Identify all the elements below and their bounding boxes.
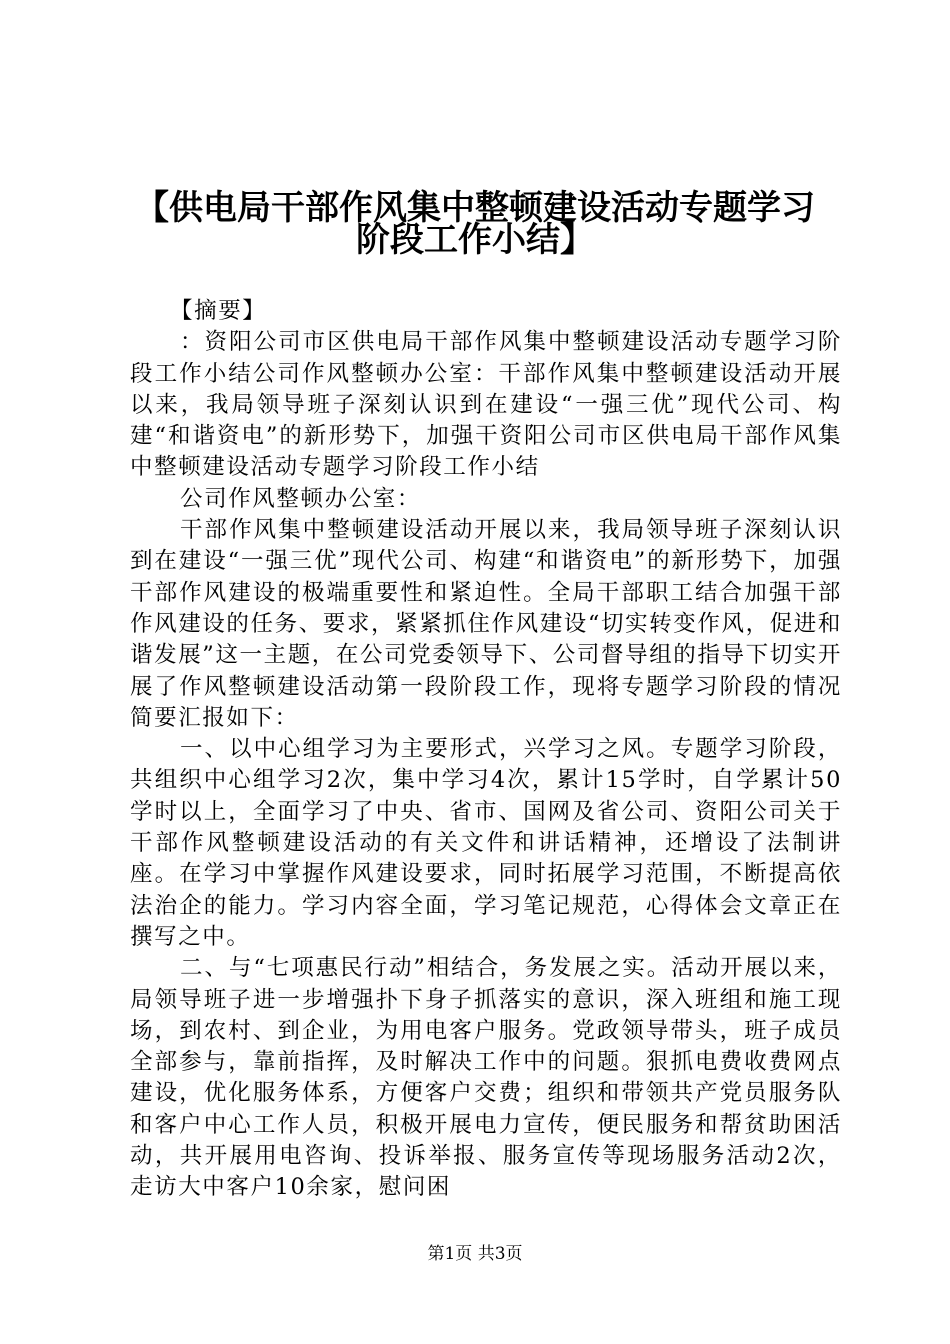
salutation-paragraph: 公司作风整顿办公室： <box>180 485 422 512</box>
document-body <box>130 296 842 1204</box>
summary-label: 【摘要】 <box>170 298 267 324</box>
intro-paragraph: 干部作风集中整顿建设活动开展以来，我局领导班子深刻认识到在建设“一强三优”现代公司、构建“和谐资电”的新形势下，加强干部作风建设的极端重要性和紧迫性。全局干部职工结合加强干部作风建设的任务、要求，紧紧抓住作风建设“切实转变作风，促进和谐发展”这一主题，在公司党委领导下、公司督导组的指导下切实开展了作风整顿建设活动第一段阶段工作，现将专题学习阶段的情况简要汇报如下： <box>130 517 843 731</box>
page-footer: 第1页 共3页 <box>427 1244 523 1264</box>
summary-paragraph: ：资阳公司市区供电局干部作风集中整顿建设活动专题学习阶段工作小结公司作风整顿办公室：干部作风集中整顿建设活动开展以来，我局领导班子深刻认识到在建设“一强三优”现代公司、构建“和谐资电”的新形势下，加强干资阳公司市区供电局干部作风集中整顿建设活动专题学习阶段工作小结 <box>130 329 842 481</box>
section-2-paragraph: 二、与“七项惠民行动”相结合，务发展之实。活动开展以来，局领导班子进一步增强扑下身子抓落实的意识，深入班组和施工现场，到农村、到企业，为用电客户服务。党政领导带头，班子成员全部参与，靠前指挥，及时解决工作中的问题。狠抓电费收费网点建设，优化服务体系，方便客户交费；组织和带领共产党员服务队和客户中心工作人员，积极开展电力宣传，便民服务和帮贫助困活动，共开展用电咨询、投诉举报、服务宣传等现场服务活动2次，走访大中客户10余家，慰问困 <box>130 955 842 1201</box>
document-title-line-2: 阶段工作小结】 <box>356 220 594 260</box>
document-title-line-1: 【供电局干部作风集中整顿建设活动专题学习 <box>135 188 815 228</box>
section-1-paragraph: 一、以中心组学习为主要形式，兴学习之风。专题学习阶段，共组织中心组学习2次，集中学习4次，累计15学时，自学累计50学时以上，全面学习了中央、省市、国网及省公司、资阳公司关于干部作风整顿建设活动的有关文件和讲话精神，还增设了法制讲座。在学习中掌握作风建设要求，同时拓展学习范围，不断提高依法治企的能力。学习内容全面，学习笔记规范，心得体会文章正在撰写之中。 <box>130 736 842 950</box>
